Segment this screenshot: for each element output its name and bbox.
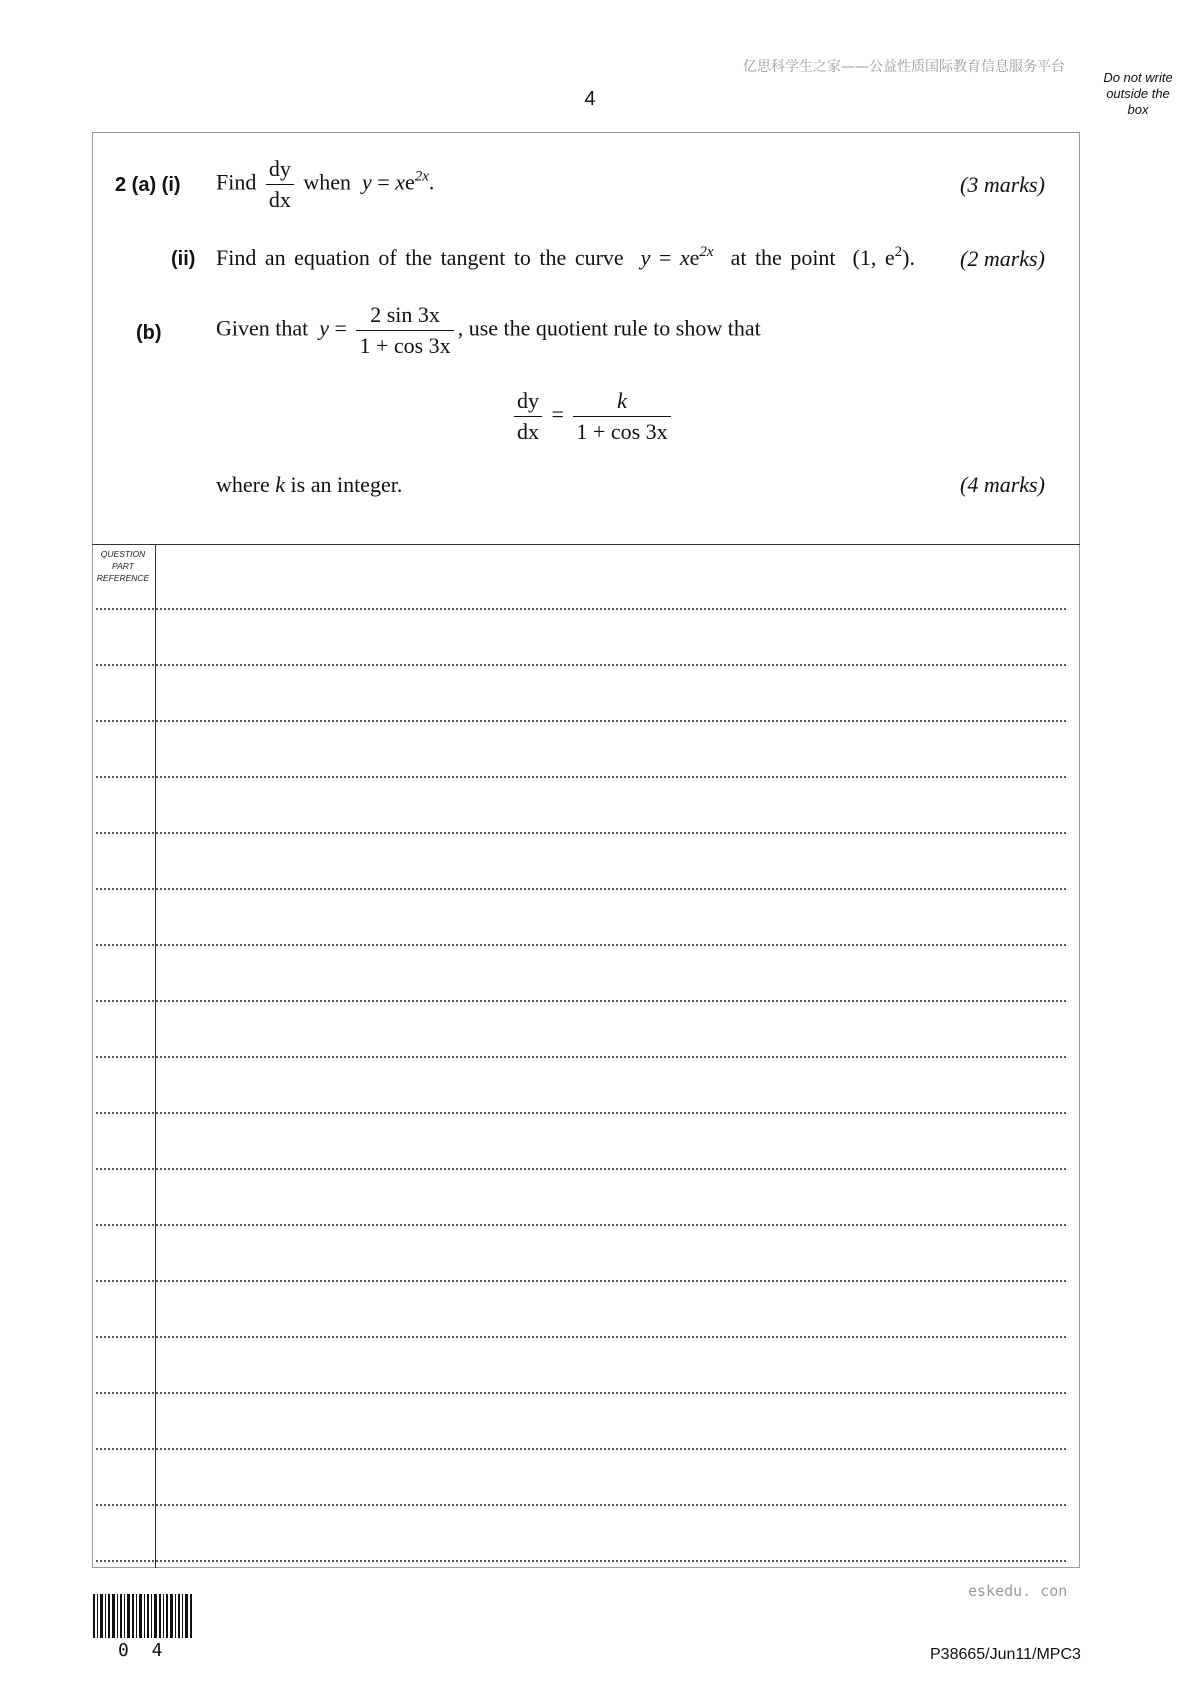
question-aii-text [216, 245, 915, 271]
b-y: y [319, 315, 330, 341]
question-b-label: (b) [136, 322, 162, 344]
b-fraction [356, 302, 453, 359]
result-right-numerator: k [573, 388, 670, 417]
eq-y: y [362, 169, 372, 195]
aii-equals: = [650, 245, 680, 270]
answer-line[interactable] [96, 664, 1066, 666]
b-result-right-fraction [573, 388, 670, 445]
answer-line[interactable] [96, 832, 1066, 834]
question-b-text [216, 302, 761, 359]
b-rest: , use the quotient rule to show that [457, 315, 761, 341]
answer-line[interactable] [96, 944, 1066, 946]
margin-note-line: outside the [1106, 86, 1170, 101]
aii-text: Find an equation of the tangent to the curve [216, 245, 624, 270]
find-word: Find [216, 169, 257, 195]
question-ai-text [216, 156, 434, 213]
aii-exponent: 2x [699, 244, 714, 260]
answer-line[interactable] [96, 720, 1066, 722]
aii-e: e [689, 245, 700, 270]
b-where: where [216, 472, 270, 497]
answer-line[interactable] [96, 1392, 1066, 1394]
answer-line[interactable] [96, 608, 1066, 610]
barcode-icon [93, 1594, 193, 1638]
aii-point-exponent: 2 [894, 244, 903, 260]
aii-x: x [679, 245, 690, 270]
answer-line[interactable] [96, 776, 1066, 778]
aii-point-text: at the point [730, 245, 836, 270]
watermark: 亿思科学生之家——公益性质国际教育信息服务平台 [743, 59, 1065, 75]
reference-column-label [92, 548, 154, 584]
eq-e: e [404, 169, 415, 195]
answer-line[interactable] [96, 1000, 1066, 1002]
b-equals: = [329, 315, 353, 341]
answer-line[interactable] [96, 1056, 1066, 1058]
b-fraction-denominator: 1 + cos 3x [359, 333, 451, 358]
answer-line[interactable] [96, 1504, 1066, 1506]
b-result-equation [510, 388, 675, 445]
aii-y: y [640, 245, 651, 270]
margin-note [1090, 70, 1186, 118]
question-aii-label: (ii) [171, 248, 196, 270]
eq-equals: = [371, 169, 396, 195]
answer-line[interactable] [96, 1336, 1066, 1338]
b-fraction-numerator: 2 sin 3x [356, 302, 453, 331]
b-given: Given that [216, 315, 309, 341]
marks-b: (4 marks) [960, 472, 1045, 497]
barcode-digits: 0 4 [118, 1640, 169, 1661]
answer-line[interactable] [96, 1168, 1066, 1170]
fraction-numerator: dy [266, 156, 294, 185]
result-left-denominator: dx [517, 419, 539, 444]
answer-line[interactable] [96, 1280, 1066, 1282]
ref-label-line: QUESTION [100, 549, 146, 559]
paper-code: P38665/Jun11/MPC3 [930, 1646, 1081, 1663]
margin-note-line: box [1127, 102, 1149, 117]
fraction-denominator: dx [268, 187, 291, 212]
result-equals: = [551, 401, 564, 427]
b-k: k [275, 472, 286, 497]
eq-exponent: 2x [414, 168, 429, 185]
answer-line[interactable] [96, 1224, 1066, 1226]
aii-point: (1, e [852, 245, 895, 270]
derivative-fraction [266, 156, 294, 213]
marks-aii: (2 marks) [960, 246, 1045, 271]
when-word: when [303, 169, 352, 195]
answer-line[interactable] [96, 1112, 1066, 1114]
answer-line[interactable] [96, 888, 1066, 890]
question-number-label: 2 (a) (i) [115, 174, 181, 196]
eq-period: . [428, 169, 435, 195]
margin-note-line: Do not write [1103, 70, 1173, 85]
ref-label-line: REFERENCE [96, 573, 150, 583]
b-where-line [216, 472, 402, 498]
answer-line[interactable] [96, 1448, 1066, 1450]
site-watermark: eskedu. con [968, 1582, 1068, 1600]
page-number: 4 [584, 88, 596, 110]
answer-line[interactable] [96, 1560, 1066, 1562]
ref-label-line: PART [112, 561, 134, 571]
aii-point-close: ). [902, 245, 915, 270]
b-where-rest: is an integer. [290, 472, 403, 497]
marks-ai: (3 marks) [960, 172, 1045, 197]
result-left-numerator: dy [514, 388, 542, 417]
eq-x: x [395, 169, 405, 195]
b-result-left-fraction [514, 388, 542, 445]
result-right-denominator: 1 + cos 3x [576, 419, 668, 444]
